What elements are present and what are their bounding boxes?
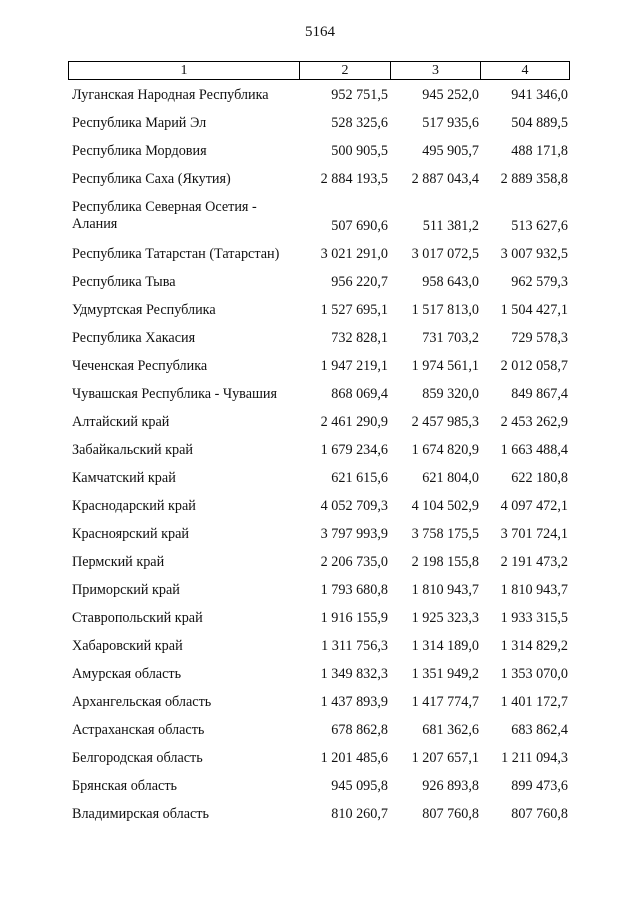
region-name: Алтайский край (72, 414, 170, 430)
value-col-4: 941 346,0 (511, 87, 568, 103)
region-name: Республика Саха (Якутия) (72, 171, 231, 187)
header-col-1: 1 (69, 62, 300, 79)
table-row (0, 491, 640, 519)
value-col-2: 507 690,6 (331, 218, 388, 234)
table-row (0, 799, 640, 827)
value-col-4: 1 401 172,7 (500, 694, 568, 710)
value-col-2: 1 437 893,9 (320, 694, 388, 710)
table-row (0, 547, 640, 575)
region-name: Ставропольский край (72, 610, 203, 626)
value-col-4: 504 889,5 (511, 115, 568, 131)
table-body (0, 80, 640, 827)
region-name: Амурская область (72, 666, 182, 682)
value-col-3: 2 457 985,3 (411, 414, 479, 430)
value-col-3: 3 758 175,5 (411, 526, 479, 542)
value-col-4: 729 578,3 (511, 330, 568, 346)
table-row (0, 463, 640, 491)
value-col-3: 1 417 774,7 (411, 694, 479, 710)
value-col-4: 962 579,3 (511, 274, 568, 290)
value-col-2: 732 828,1 (331, 330, 388, 346)
page-number: 5164 (305, 24, 335, 40)
value-col-3: 731 703,2 (422, 330, 479, 346)
value-col-4: 2 453 262,9 (500, 414, 568, 430)
value-col-2: 4 052 709,3 (320, 498, 388, 514)
table-row (0, 435, 640, 463)
value-col-3: 517 935,6 (422, 115, 479, 131)
table-row (0, 575, 640, 603)
value-col-4: 1 933 315,5 (500, 610, 568, 626)
value-col-4: 2 191 473,2 (500, 554, 568, 570)
value-col-3: 1 674 820,9 (411, 442, 479, 458)
table-row (0, 192, 640, 239)
value-col-2: 500 905,5 (331, 143, 388, 159)
value-col-4: 807 760,8 (511, 806, 568, 822)
value-col-3: 2 887 043,4 (411, 171, 479, 187)
value-col-2: 1 916 155,9 (320, 610, 388, 626)
value-col-3: 681 362,6 (422, 722, 479, 738)
value-col-3: 1 810 943,7 (411, 582, 479, 598)
region-name: Хабаровский край (72, 638, 183, 654)
value-col-4: 1 504 427,1 (500, 302, 568, 318)
value-col-4: 3 007 932,5 (500, 246, 568, 262)
value-col-2: 868 069,4 (331, 386, 388, 402)
value-col-2: 1 349 832,3 (320, 666, 388, 682)
value-col-3: 495 905,7 (422, 143, 479, 159)
value-col-4: 513 627,6 (511, 218, 568, 234)
value-col-2: 528 325,6 (331, 115, 388, 131)
value-col-2: 621 615,6 (331, 470, 388, 486)
value-col-3: 1 351 949,2 (411, 666, 479, 682)
value-col-4: 1 663 488,4 (500, 442, 568, 458)
header-col-4: 4 (521, 62, 529, 78)
table-header (68, 61, 570, 80)
value-col-2: 2 884 193,5 (320, 171, 388, 187)
value-col-4: 1 314 829,2 (500, 638, 568, 654)
table-row (0, 771, 640, 799)
value-col-2: 1 793 680,8 (320, 582, 388, 598)
region-name: Чеченская Республика (72, 358, 208, 374)
region-name: Архангельская область (72, 694, 212, 710)
value-col-2: 810 260,7 (331, 806, 388, 822)
region-name: Астраханская область (72, 722, 205, 738)
region-name: Чувашская Республика - Чувашия (72, 386, 278, 402)
value-col-3: 945 252,0 (422, 87, 479, 103)
value-col-2: 956 220,7 (331, 274, 388, 290)
value-col-4: 4 097 472,1 (500, 498, 568, 514)
region-name: Брянская область (72, 778, 178, 794)
table-row (0, 631, 640, 659)
table-row (0, 108, 640, 136)
table-row (0, 743, 640, 771)
value-col-4: 2 012 058,7 (500, 358, 568, 374)
value-col-3: 1 517 813,0 (411, 302, 479, 318)
table-row (0, 379, 640, 407)
value-col-3: 511 381,2 (422, 218, 479, 234)
table-row (0, 519, 640, 547)
value-col-3: 621 804,0 (422, 470, 479, 486)
region-name: Республика Татарстан (Татарстан) (72, 246, 280, 262)
value-col-4: 1 211 094,3 (501, 750, 568, 766)
region-name: Краснодарский край (72, 498, 196, 514)
value-col-2: 3 797 993,9 (320, 526, 388, 542)
value-col-2: 945 095,8 (331, 778, 388, 794)
region-name: Луганская Народная Республика (72, 87, 269, 103)
value-col-4: 622 180,8 (511, 470, 568, 486)
value-col-4: 899 473,6 (511, 778, 568, 794)
value-col-4: 683 862,4 (511, 722, 568, 738)
table-row (0, 295, 640, 323)
table-row (0, 659, 640, 687)
region-name: Приморский край (72, 582, 180, 598)
region-name: Камчатский край (72, 470, 176, 486)
value-col-4: 1 810 943,7 (500, 582, 568, 598)
value-col-3: 807 760,8 (422, 806, 479, 822)
table-row (0, 136, 640, 164)
table-row (0, 267, 640, 295)
value-col-3: 1 925 323,3 (411, 610, 479, 626)
value-col-4: 849 867,4 (511, 386, 568, 402)
value-col-2: 3 021 291,0 (320, 246, 388, 262)
value-col-3: 3 017 072,5 (411, 246, 479, 262)
value-col-3: 2 198 155,8 (411, 554, 479, 570)
value-col-2: 1 527 695,1 (320, 302, 388, 318)
value-col-3: 859 320,0 (422, 386, 479, 402)
header-col-3: 3 (391, 62, 481, 79)
value-col-2: 1 311 756,3 (321, 638, 388, 654)
value-col-3: 926 893,8 (422, 778, 479, 794)
region-name: Красноярский край (72, 526, 189, 542)
region-name: Республика Хакасия (72, 330, 196, 346)
region-name: Белгородская область (72, 750, 203, 766)
table-row (0, 351, 640, 379)
value-col-3: 4 104 502,9 (411, 498, 479, 514)
table-row (0, 80, 640, 108)
region-name: Забайкальский край (72, 442, 193, 458)
value-col-4: 2 889 358,8 (500, 171, 568, 187)
value-col-3: 1 314 189,0 (411, 638, 479, 654)
value-col-4: 3 701 724,1 (500, 526, 568, 542)
value-col-4: 488 171,8 (511, 143, 568, 159)
value-col-2: 952 751,5 (331, 87, 388, 103)
region-name: Удмуртская Республика (72, 302, 216, 318)
value-col-3: 958 643,0 (422, 274, 479, 290)
value-col-3: 1 207 657,1 (411, 750, 479, 766)
region-name: Пермский край (72, 554, 165, 570)
region-name: Республика Тыва (72, 274, 176, 290)
table-row (0, 239, 640, 267)
value-col-2: 1 679 234,6 (320, 442, 388, 458)
region-name: Республика Северная Осетия - Алания (72, 199, 257, 232)
value-col-2: 678 862,8 (331, 722, 388, 738)
region-name: Республика Марий Эл (72, 115, 207, 131)
header-col-2: 2 (300, 62, 391, 79)
value-col-2: 1 201 485,6 (320, 750, 388, 766)
value-col-2: 2 461 290,9 (320, 414, 388, 430)
value-col-2: 2 206 735,0 (320, 554, 388, 570)
table-row (0, 323, 640, 351)
region-name: Владимирская область (72, 806, 209, 822)
region-name: Республика Мордовия (72, 143, 207, 159)
table-row (0, 164, 640, 192)
table-row (0, 407, 640, 435)
value-col-3: 1 974 561,1 (411, 358, 479, 374)
value-col-4: 1 353 070,0 (500, 666, 568, 682)
table-row (0, 687, 640, 715)
value-col-2: 1 947 219,1 (320, 358, 388, 374)
table-row (0, 715, 640, 743)
table-row (0, 603, 640, 631)
